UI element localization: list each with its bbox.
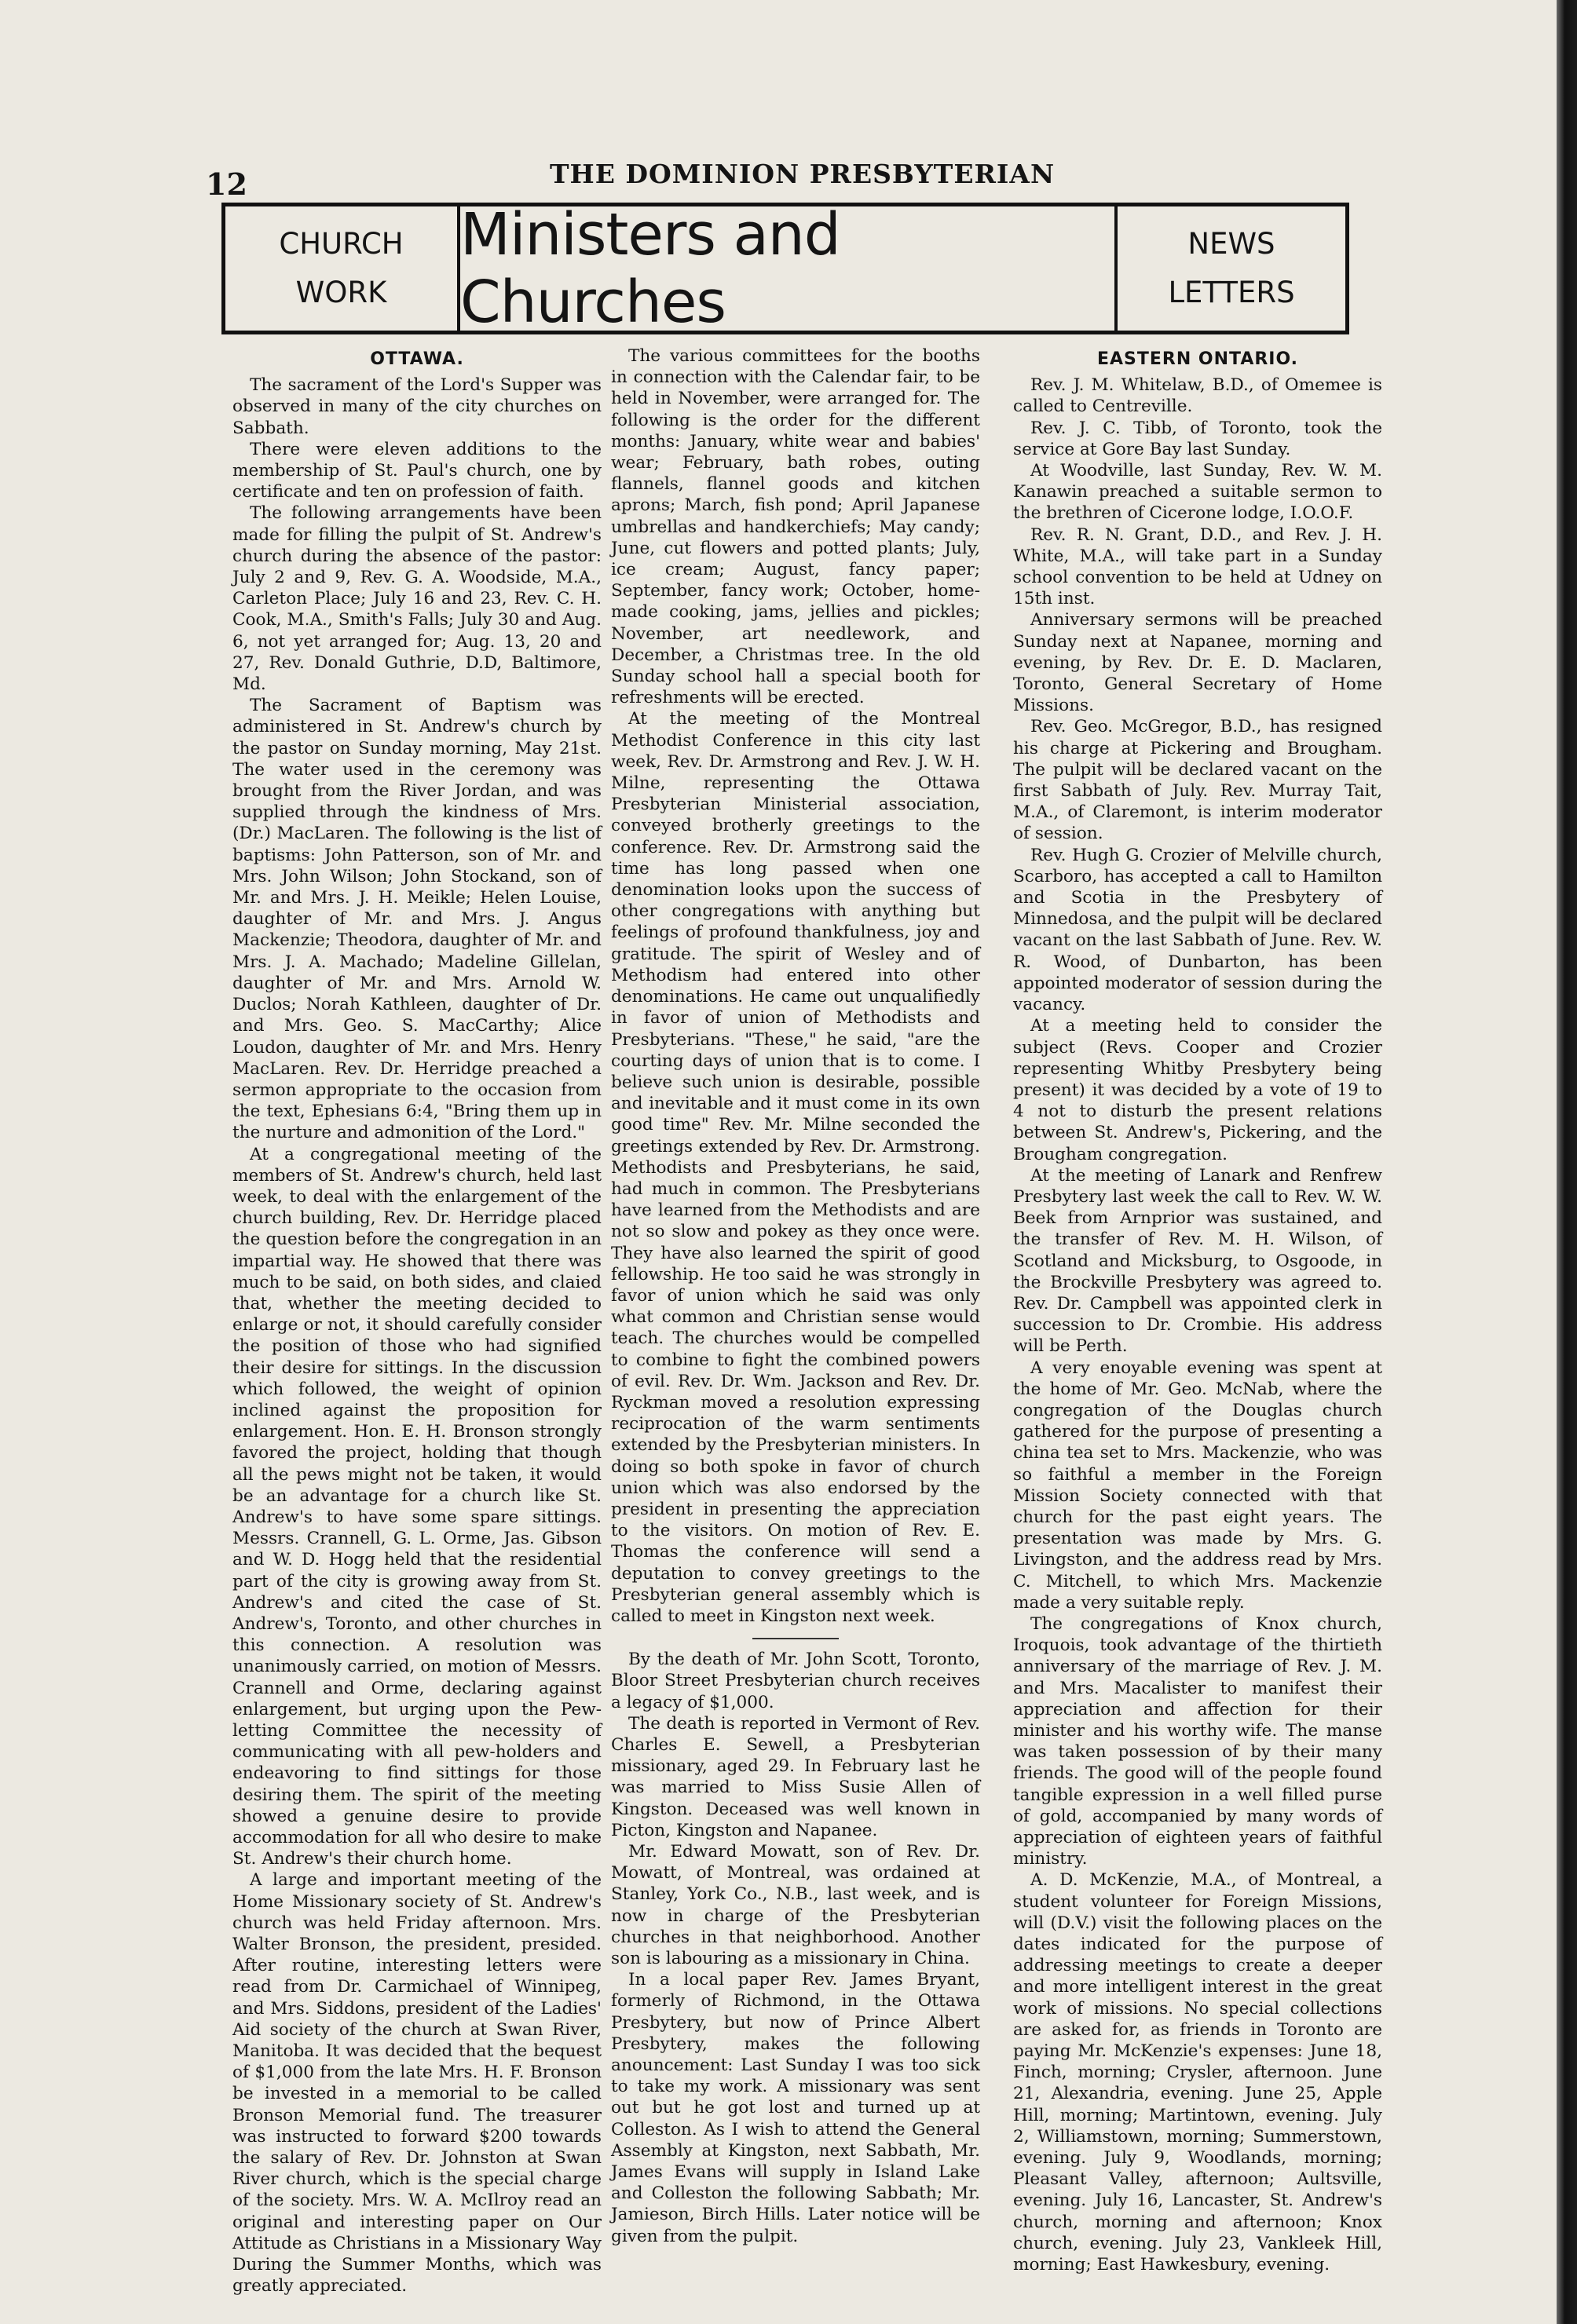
article-paragraph: There were eleven additions to the membership of St. Paul's church, one by certificate and ten on profession of faith.	[232, 439, 602, 502]
article-paragraph: At a meeting held to consider the subject (Revs. Cooper and Crozier representing Whitby Presbytery being present) it was decided by a vote of 19 to 4 not to disturb the present relations between St. Andrew's, Pickering, and the Brougham congregation.	[1013, 1016, 1382, 1164]
article-paragraph: At a congregational meeting of the members of St. Andrew's church, held last week, to deal with the enlargement of the church building, Rev. Dr. Herridge placed the question before the congregation in an impartial way. He showed that there was much to be said, on both sides, and claied that, whether the meeting decided to enlarge or not, it should carefully consider the position of those who had signified their desire for sittings. In the discussion which followed, the weight of opinion inclined against the proposition for enlargement. Hon. E. H. Bronson strongly favored the project, holding that though all the pews might not be taken, it would be an advantage for a church like St. Andrew's to have some spare sittings. Messrs. Crannell, G. L. Orme, Jas. Gibson and W. D. Hogg held that the residential part of the city is growing away from St. Andrew's and cited the case of St. Andrew's, Toronto, and other churches in this connection. A resolution was unanimously carried, on motion of Messrs. Crannell and Orme, declaring against enlargement, but urging upon the Pew-letting Committee the necessity of communicating with all pew-holders and endeavoring to find sittings for those desiring them. The spirit of the meeting showed a genuine desire to provide accommodation for all who desire to make St. Andrew's their church home.	[232, 1144, 602, 1869]
banner-right-line2: LETTERS	[1168, 276, 1295, 309]
article-paragraph: At the meeting of Lanark and Renfrew Presbytery last week the call to Rev. W. W. Beek from Arnprior was sustained, and the transfer of Rev. M. H. Wilson, of Scotland and Micksburg, to Osgoode, in the Brockville Presbytery was agreed to. Rev. Dr. Campbell was appointed clerk in succession to Dr. Crombie. His address will be Perth.	[1013, 1165, 1382, 1357]
column-eastern-ontario	[1013, 345, 1382, 2275]
article-paragraph: Rev. Hugh G. Crozier of Melville church, Scarboro, has accepted a call to Hamilton and Scotia in the Presbytery of Minnedosa, and the pulpit will be declared vacant on the last Sabbath of June. Rev. W. R. Wood, of Dunbarton, has been appointed moderator of session during the vacancy.	[1013, 845, 1382, 1015]
section-heading-eastern-ontario: EASTERN ONTARIO.	[1096, 349, 1299, 369]
section-heading-ottawa: OTTAWA.	[370, 349, 464, 369]
banner-title: Ministers and Churches	[460, 201, 840, 336]
article-paragraph: By the death of Mr. John Scott, Toronto, Bloor Street Presbyterian church receives a legacy of $1,000.	[611, 1650, 980, 1712]
article-paragraph: At the meeting of the Montreal Methodist Conference in this city last week, Rev. Dr. Armstrong and Rev. J. W. H. Milne, representing the Ottawa Presbyterian Ministerial association, conveyed brotherly greetings to the conference. Rev. Dr. Armstrong said the time has long passed when one denomination looks upon the success of other congregations with anything but feelings of profound thankfulness, joy and gratitude. The spirit of Wesley and of Methodism had entered into other denominations. He came out unqualifiedly in favor of union of Methodists and Presbyterians. "These," he said, "are the courting days of union that is to come. I believe such union is desirable, possible and inevitable and it must come in its own good time" Rev. Mr. Milne seconded the greetings extended by Rev. Dr. Armstrong. Methodists and Presbyterians, he said, had much in common. The Presbyterians have learned from the Methodists and are not so slow and pokey as they once were. They have also learned the spirit of good fellowship. He too said he was strongly in favor of union which he said was only what common and Christian sense would teach. The churches would be compelled to combine to fight the combined powers of evil. Rev. Dr. Wm. Jackson and Rev. Dr. Ryckman moved a resolution expressing reciprocation of the warm sentiments extended by the Presbyterian ministers. In doing so both spoke in favor of church union which was also endorsed by the president in presenting the appreciation to the visitors. On motion of Rev. E. Thomas the conference will send a deputation to convey greetings to the Presbyterian general assembly which is called to meet in Kingston next week.	[611, 709, 980, 1626]
article-paragraph: A large and important meeting of the Home Missionary society of St. Andrew's church was held Friday afternoon. Mrs. Walter Bronson, the president, presided. After routine, interesting letters were read from Dr. Carmichael of Winnipeg, and Mrs. Siddons, president of the Ladies' Aid society of the church at Swan River, Manitoba. It was decided that the bequest of $1,000 from the late Mrs. H. F. Bronson be invested in a memorial to be called Bronson Memorial fund. The treasurer was instructed to forward $200 towards the salary of Rev. Dr. Johnston at Swan River church, which is the special charge of the society. Mrs. W. A. McIlroy read an original and interesting paper on Our Attitude as Christians in a Missionary Way During the Summer Months, which was greatly appreciated.	[232, 1870, 602, 2297]
article-paragraph: Rev. Geo. McGregor, B.D., has resigned his charge at Pickering and Brougham. The pulpit will be declared vacant on the first Sabbath of July. Rev. Murray Tait, M.A., of Claremont, is interim moderator of session.	[1013, 717, 1382, 844]
article-paragraph: Rev. J. M. Whitelaw, B.D., of Omemee is called to Centreville.	[1013, 375, 1382, 417]
article-paragraph: In a local paper Rev. James Bryant, formerly of Richmond, in the Ottawa Presbytery, but now of Prince Albert Presbytery, makes the following anouncement: Last Sunday I was too sick to take my work. A missionary was sent out but he got lost and turned up at Colleston. As I wish to attend the General Assembly at Kingston, next Sabbath, Mr. James Evans will supply in Island Lake and Colleston the following Sabbath; Mr. Jamieson, Birch Hills. Later notice will be given from the pulpit.	[611, 1970, 980, 2246]
section-banner	[221, 203, 1349, 334]
column-middle	[611, 345, 980, 2246]
article-paragraph: Mr. Edward Mowatt, son of Rev. Dr. Mowatt, of Montreal, was ordained at Stanley, York Co., N.B., last week, and is now in charge of the Presbyterian churches in that neighborhood. Another son is labouring as a missionary in China.	[611, 1842, 980, 1969]
article-paragraph: The various committees for the booths in connection with the Calendar fair, to be held in November, were arranged for. The following is the order for the different months: January, white wear and babies' wear; February, bath robes, outing flannels, flannel goods and kitchen aprons; March, fish pond; April Japanese umbrellas and handkerchiefs; May candy; June, cut flowers and potted plants; July, ice cream; August, fancy paper; September, fancy work; October, home-made cooking, jams, jellies and pickles; November, art needlework, and December, a Christmas tree. In the old Sunday school hall a special booth for refreshments will be erected.	[611, 346, 980, 708]
article-paragraph: Rev. J. C. Tibb, of Toronto, took the service at Gore Bay last Sunday.	[1013, 418, 1382, 459]
page-number: 12	[206, 166, 247, 202]
article-paragraph: A. D. McKenzie, M.A., of Montreal, a student volunteer for Foreign Missions, will (D.V.) visit the following places on the dates indicated for the purpose of addressing meetings to create a deeper and more intelligent interest in the great work of missions. No special collections are asked for, as friends in Toronto are paying Mr. McKenzie's expenses: June 18, Finch, morning; Crysler, afternoon. June 21, Alexandria, evening. June 25, Apple Hill, morning; Martintown, evening. July 2, Williamstown, morning; Summerstown, evening. July 9, Woodlands, morning; Pleasant Valley, afternoon; Aultsville, evening. July 16, Lancaster, St. Andrew's church, morning and afternoon; Knox church, evening. July 23, Vankleek Hill, morning; East Hawkesbury, evening.	[1013, 1870, 1382, 2275]
banner-left-line1: CHURCH	[279, 227, 404, 261]
article-paragraph: The Sacrament of Baptism was administered in St. Andrew's church by the pastor on Sunday morning, May 21st. The water used in the ceremony was brought from the River Jordan, and was supplied through the kindness of Mrs. (Dr.) MacLaren. The following is the list of baptisms: John Patterson, son of Mr. and Mrs. John Wilson; John Stockand, son of Mr. and Mrs. J. H. Meikle; Helen Louise, daughter of Mr. and Mrs. J. Angus Mackenzie; Theodora, daughter of Mr. and Mrs. J. A. Machado; Madeline Gillelan, daughter of Mr. and Mrs. Arnold W. Duclos; Norah Kathleen, daughter of Dr. and Mrs. Geo. S. MacCarthy; Alice Loudon, daughter of Mr. and Mrs. Henry MacLaren. Rev. Dr. Herridge preached a sermon appropriate to the occasion from the text, Ephesians 6:4, "Bring them up in the nurture and admonition of the Lord."	[232, 696, 602, 1143]
article-paragraph: The congregations of Knox church, Iroquois, took advantage of the thirtieth anniversary of the marriage of Rev. J. M. and Mrs. Macalister to manifest their appreciation and affection for their minister and his worthy wife. The manse was taken possession of by their many friends. The good will of the people found tangible expression in a well filled purse of gold, accompanied by many words of appreciation of eighteen years of faithful ministry.	[1013, 1613, 1382, 1869]
banner-left-line2: WORK	[295, 276, 387, 309]
banner-left-box	[225, 206, 460, 331]
article-paragraph: Anniversary sermons will be preached Sunday next at Napanee, morning and evening, by Rev. Dr. E. D. Maclaren, Toronto, General Secretary of Home Missions.	[1013, 610, 1382, 716]
page-binding-edge	[1557, 0, 1577, 2324]
article-paragraph: Rev. R. N. Grant, D.D., and Rev. J. H. White, M.A., will take part in a Sunday school convention to be held at Udney on 15th inst.	[1013, 524, 1382, 609]
article-paragraph: At Woodville, last Sunday, Rev. W. M. Kanawin preached a suitable sermon to the brethren of Cicerone lodge, I.O.O.F.	[1013, 461, 1382, 524]
article-paragraph: The sacrament of the Lord's Supper was observed in many of the city churches on Sabbath.	[232, 375, 602, 438]
article-paragraph: The death is reported in Vermont of Rev. Charles E. Sewell, a Presbyterian missionary, aged 29. In February last he was married to Miss Susie Allen of Kingston. Deceased was well known in Picton, Kingston and Napanee.	[611, 1713, 980, 1840]
banner-right-line1: NEWS	[1187, 227, 1275, 261]
column-ottawa	[232, 345, 602, 2297]
column-rule	[752, 1638, 839, 1639]
banner-right-box	[1114, 206, 1345, 331]
article-paragraph: A very enoyable evening was spent at the home of Mr. Geo. McNab, where the congregation of the Douglas church gathered for the purpose of presenting a china tea set to Mrs. Mackenzie, who was so faithful a member in the Foreign Mission Society connected with that church for the past eight years. The presentation was made by Mrs. G. Livingston, and the address read by Mrs. C. Mitchell, to which Mrs. Mackenzie made a very suitable reply.	[1013, 1357, 1382, 1613]
article-paragraph: The following arrangements have been made for filling the pulpit of St. Andrew's church during the absence of the pastor: July 2 and 9, Rev. G. A. Woodside, M.A., Carleton Place; July 16 and 23, Rev. C. H. Cook, M.A., Smith's Falls; July 30 and Aug. 6, not yet arranged for; Aug. 13, 20 and 27, Rev. Donald Guthrie, D.D, Baltimore, Md.	[232, 503, 602, 695]
running-head: THE DOMINION PRESBYTERIAN	[550, 159, 1056, 189]
